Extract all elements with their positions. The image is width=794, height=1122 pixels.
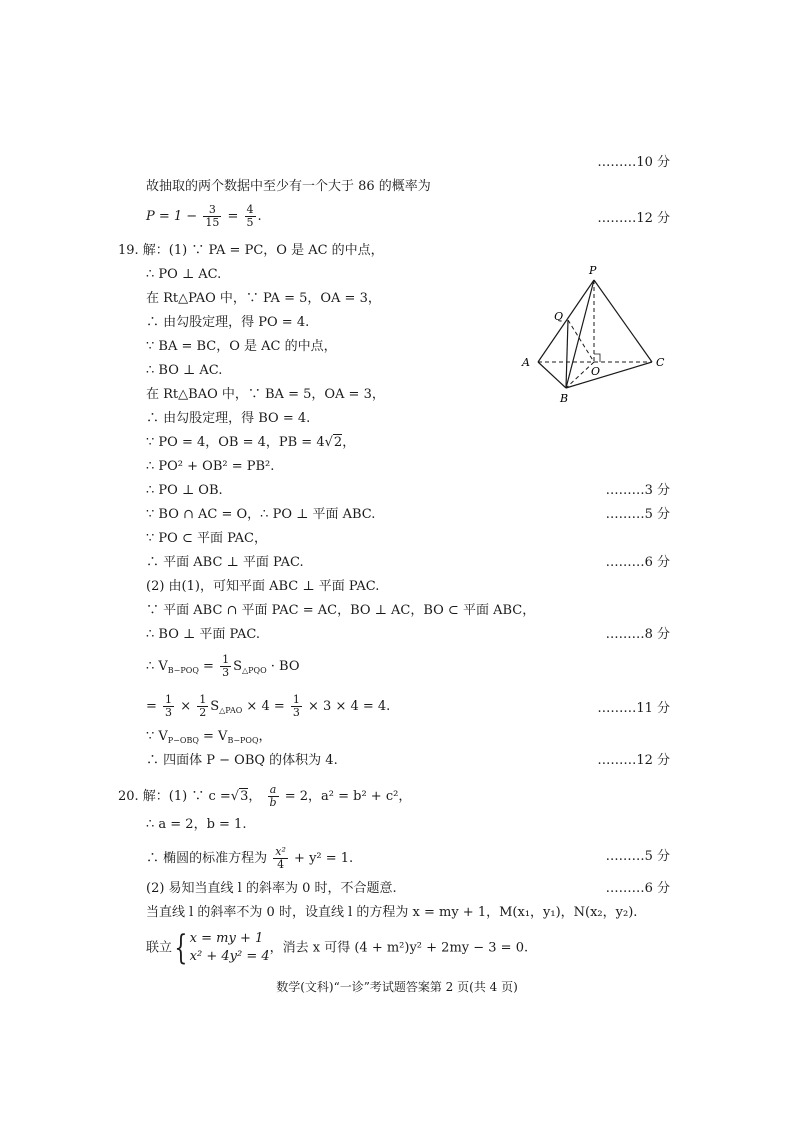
p18-equals: = xyxy=(227,209,239,224)
p19-volume-equivalence xyxy=(146,728,272,750)
fraction-one-third: $\frac{1}{3}$ xyxy=(222,653,230,679)
p19-line-14: ∴ 平面 ABC ⊥ 平面 PAC. xyxy=(146,555,304,570)
edge-AB xyxy=(538,362,566,388)
fraction-one-third-3: $\frac{1}{3}$ xyxy=(292,693,300,719)
sqrt-radicand: 2 xyxy=(333,435,343,450)
label-O: O xyxy=(591,365,601,378)
fraction-x2-over-4: $\frac{\text{x²}}{4}$ xyxy=(275,845,286,871)
p20-line-1-text: 20. 解：(1) ∵ c = xyxy=(118,789,231,804)
edge-PC xyxy=(594,280,652,362)
p19-line-12: ∵ BO ∩ AC = O，∴ PO ⊥ 平面 ABC. xyxy=(146,507,376,522)
times-four: × 4 = xyxy=(246,699,285,714)
p18-fraction-2: $\frac{4}{5}$ xyxy=(246,203,254,229)
p19-line-13: ∵ PO ⊂ 平面 PAC， xyxy=(146,531,267,546)
p19-line-2: ∴ PO ⊥ AC. xyxy=(146,267,222,282)
left-brace: { xyxy=(174,928,188,968)
p19-line-9 xyxy=(146,434,355,452)
p19-line-6: ∴ BO ⊥ AC. xyxy=(146,363,223,378)
score-11: ………11 分 xyxy=(597,701,670,716)
p19-volume-computation xyxy=(146,694,390,720)
fraction-one-third-2: $\frac{1}{3}$ xyxy=(165,693,173,719)
sqrt-symbol: √2 xyxy=(324,435,343,450)
times-bo: · BO xyxy=(270,659,300,674)
label-A: A xyxy=(522,356,530,369)
volume-result: × 3 × 4 = 4. xyxy=(308,699,391,714)
score-5b: ………5 分 xyxy=(605,849,670,864)
simultaneous-label: 联立 xyxy=(146,940,173,956)
edge-PB xyxy=(566,280,594,388)
right-angle-mark xyxy=(594,354,600,362)
equals: = xyxy=(203,659,214,674)
system-eq-1: x = my + 1 xyxy=(189,931,264,946)
tetrahedron-figure xyxy=(516,262,676,404)
edge-BC xyxy=(566,362,652,388)
edge-PA xyxy=(538,280,594,362)
p19-line-8: ∴ 由勾股定理，得 BO = 4. xyxy=(146,411,311,426)
area-s: S xyxy=(233,659,242,674)
equation-system xyxy=(190,930,270,966)
times: × xyxy=(180,699,192,714)
p19-line-17: ∴ BO ⊥ 平面 PAC. xyxy=(146,627,261,642)
p20-comma: ， xyxy=(248,789,262,804)
score-12a: ………12 分 xyxy=(597,211,670,226)
p19-line-15: (2) 由(1)，可知平面 ABC ⊥ 平面 PAC. xyxy=(146,579,380,594)
fraction-a-over-b: $\frac{a}{b}$ xyxy=(269,783,277,809)
p19-line-1: 19. 解：(1) ∵ PA = PC，O 是 AC 的中点， xyxy=(118,243,384,258)
area-s-2: S xyxy=(210,699,220,714)
p18-p-lhs: P = 1 − xyxy=(146,209,198,224)
comma: ， xyxy=(258,729,272,744)
equals-v-subscript: B−POQ xyxy=(227,736,259,745)
p18-fraction-1: $\frac{3}{15}$ xyxy=(205,203,220,229)
p18-period: . xyxy=(257,209,262,224)
p19-line-4: ∴ 由勾股定理，得 PO = 4. xyxy=(146,315,310,330)
label-P: P xyxy=(589,264,597,277)
label-C: C xyxy=(656,356,665,369)
label-B: B xyxy=(560,392,569,404)
score-6b: ………6 分 xyxy=(605,881,670,896)
p20-line-5: 当直线 l 的斜率不为 0 时，设直线 l 的方程为 x = my + 1，M(x₁，y₁)，N(x₂，y₂). xyxy=(146,905,638,920)
volume-v-2: ∵ V xyxy=(146,729,168,744)
volume-v-subscript: B−POQ xyxy=(167,666,199,675)
p20-line-4: (2) 易知当直线 l 的斜率为 0 时，不合题意. xyxy=(146,881,397,896)
system-eq-2: x² + 4y² = 4 xyxy=(189,949,270,964)
score-12b: ………12 分 xyxy=(597,753,670,768)
edge-QB xyxy=(566,320,568,388)
p19-conclusion: ∴ 四面体 P − OBQ 的体积为 4. xyxy=(146,753,338,768)
volume-v-2-subscript: P−OBQ xyxy=(167,736,199,745)
label-Q: Q xyxy=(554,310,564,323)
p20-line-3 xyxy=(146,846,353,871)
equals-v: = V xyxy=(203,729,228,744)
p20-line-1-tail: = 2，a² = b² + c²， xyxy=(284,789,412,804)
p19-line-9-text: ∵ PO = 4，OB = 4，PB = 4 xyxy=(146,435,325,450)
fraction-one-half: $\frac{1}{2}$ xyxy=(199,693,207,719)
p18-probability-formula xyxy=(146,204,262,229)
p19-volume-formula xyxy=(146,654,300,680)
score-10: ………10 分 xyxy=(597,155,670,170)
volume-v: ∴ V xyxy=(146,659,168,674)
score-3: ………3 分 xyxy=(605,483,670,498)
area-s-2-subscript: △PAO xyxy=(219,706,243,715)
p19-line-3: 在 Rt△PAO 中，∵ PA = 5，OA = 3， xyxy=(146,291,381,306)
p20-line-6-tail: ，消去 x 可得 (4 + m²)y² + 2my − 3 = 0. xyxy=(269,940,529,956)
p19-line-16: ∵ 平面 ABC ∩ 平面 PAC = AC，BO ⊥ AC，BO ⊂ 平面 ABC， xyxy=(146,603,536,618)
sqrt-symbol-2: √3 xyxy=(230,789,249,804)
ellipse-equation-label: ∴ 椭圆的标准方程为 xyxy=(146,851,268,866)
p19-line-5: ∵ BA = BC，O 是 AC 的中点， xyxy=(146,339,337,354)
p20-line-2: ∴ a = 2，b = 1. xyxy=(146,817,247,832)
score-8: ………8 分 xyxy=(605,627,670,642)
p19-line-7: 在 Rt△BAO 中，∵ BA = 5，OA = 3， xyxy=(146,387,385,402)
ellipse-equation-tail: + y² = 1. xyxy=(294,851,354,866)
p19-line-11: ∴ PO ⊥ OB. xyxy=(146,483,223,498)
p19-line-10: ∴ PO² + OB² = PB². xyxy=(146,459,275,474)
area-s-subscript: △PQO xyxy=(241,666,267,675)
p20-line-6 xyxy=(146,930,528,966)
sqrt-radicand-2: 3 xyxy=(240,789,249,804)
equals-2: = xyxy=(146,699,157,714)
page-footer: 数学(文科)“一诊”考试题答案第 2 页(共 4 页) xyxy=(276,980,518,994)
edge-QO-dashed xyxy=(568,320,594,362)
score-5a: ………5 分 xyxy=(605,507,670,522)
p18-probability-statement: 故抽取的两个数据中至少有一个大于 86 的概率为 xyxy=(146,179,431,194)
p20-line-1 xyxy=(118,784,411,809)
score-6a: ………6 分 xyxy=(605,555,670,570)
p19-line-9-comma: ， xyxy=(342,435,356,450)
